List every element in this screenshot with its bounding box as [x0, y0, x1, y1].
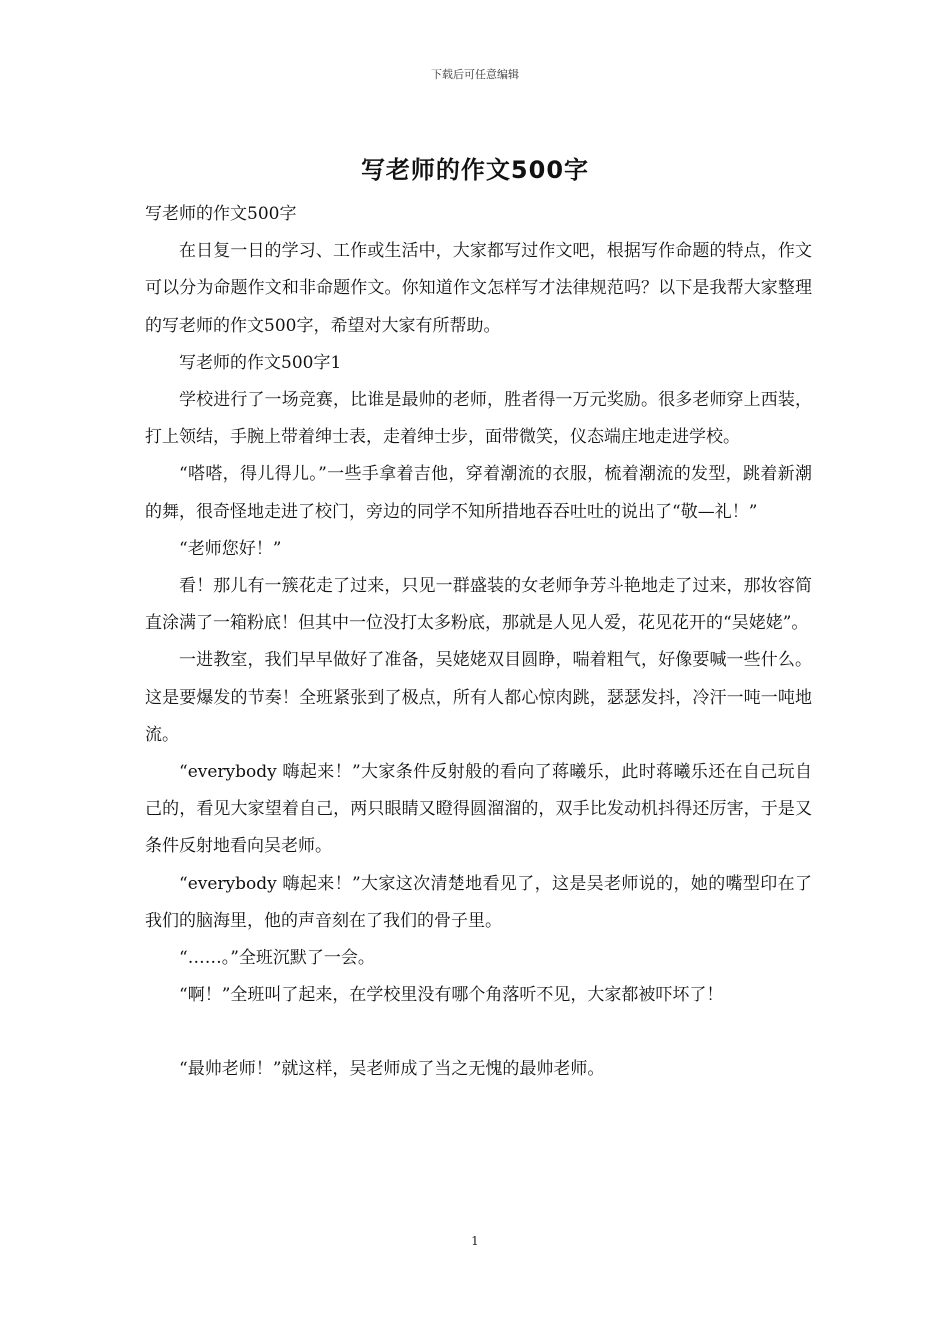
paragraph: “……。”全班沉默了一会。	[179, 948, 375, 969]
subtitle-paragraph: 写老师的作文500字	[145, 204, 297, 224]
closing-paragraph: “最帅老师！”就这样，吴老师成了当之无愧的最帅老师。	[179, 1059, 605, 1080]
page-number: 1	[471, 1234, 479, 1248]
paragraph: 看！那儿有一簇花走了过来，只见一群盛装的女老师争芳斗艳地走了过来，那妆容简直涂满了一箱粉底！但其中一位没打太多粉底，那就是人见人爱，花见花开的“吴姥姥”。	[145, 576, 812, 634]
document-body	[145, 196, 812, 1089]
intro-paragraph: 在日复一日的学习、工作或生活中，大家都写过作文吧，根据写作命题的特点，作文可以分为命题作文和非命题作文。你知道作文怎样写才法律规范吗？以下是我帮大家整理的写老师的作文500字，希望对大家有所帮助。	[145, 241, 812, 336]
paragraph: “老师您好！”	[179, 538, 282, 559]
paragraph: “啊！”全班叫了起来，在学校里没有哪个角落听不见，大家都被吓坏了！	[179, 985, 724, 1006]
paragraph: “everybody 嗨起来！”大家条件反射般的看向了蒋曦乐，此时蒋曦乐还在自己玩自己的，看见大家望着自己，两只眼睛又瞪得圆溜溜的，双手比发动机抖得还厉害，于是又条件反射地看向吴老师。	[145, 762, 812, 857]
section-heading: 写老师的作文500字1	[179, 352, 342, 373]
paragraph: 一进教室，我们早早做好了准备，吴姥姥双目圆睁，喘着粗气，好像要喊一些什么。这是要爆发的节奏！全班紧张到了极点，所有人都心惊肉跳，瑟瑟发抖，冷汗一吨一吨地流。	[145, 650, 812, 745]
paragraph: 学校进行了一场竞赛，比谁是最帅的老师，胜者得一万元奖励。很多老师穿上西装，打上领结，手腕上带着绅士表，走着绅士步，面带微笑，仪态端庄地走进学校。	[145, 390, 812, 448]
paragraph: “everybody 嗨起来！”大家这次清楚地看见了，这是吴老师说的，她的嘴型印在了我们的脑海里，他的声音刻在了我们的骨子里。	[145, 873, 812, 931]
document-title: 写老师的作文500字	[360, 156, 590, 184]
paragraph: “嗒嗒，得儿得儿。”一些手拿着吉他，穿着潮流的衣服，梳着潮流的发型，跳着新潮的舞，很奇怪地走进了校门，旁边的同学不知所措地吞吞吐吐的说出了“敬—礼！”	[145, 464, 812, 522]
header-note: 下载后可任意编辑	[431, 68, 519, 81]
